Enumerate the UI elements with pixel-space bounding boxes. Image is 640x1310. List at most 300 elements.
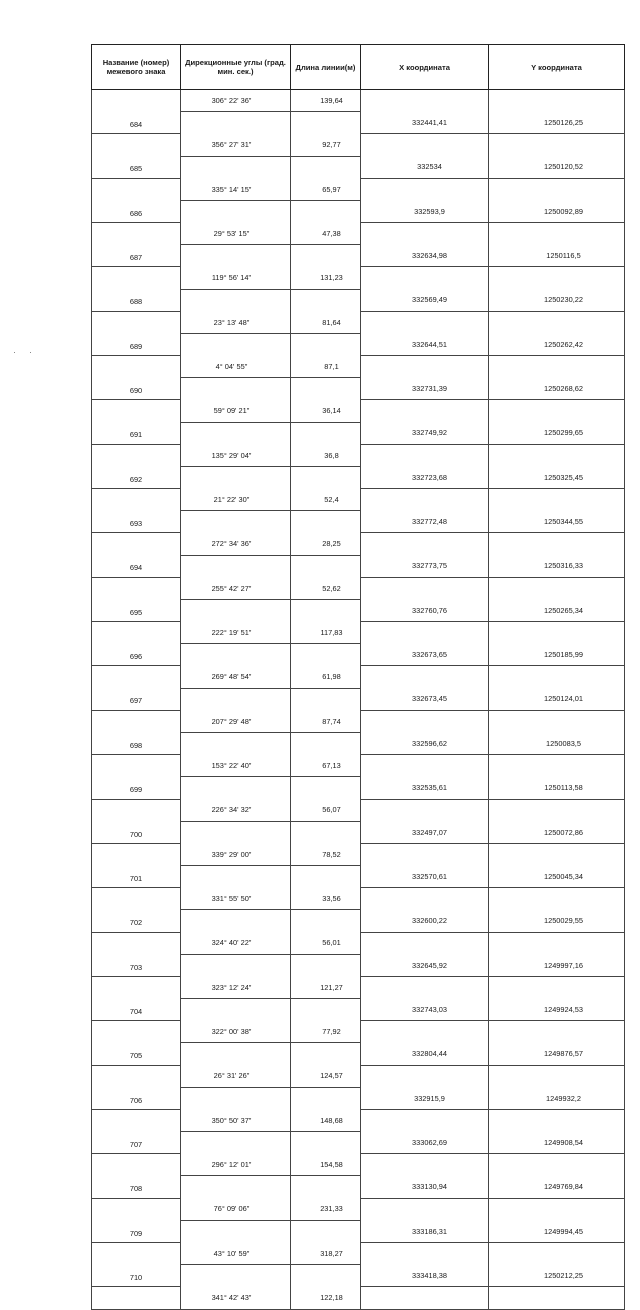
y-coordinate-cell: [489, 666, 625, 688]
table-row: [92, 1220, 625, 1242]
directional-angle-cell: [181, 511, 291, 533]
mark-number-cell: [92, 976, 181, 998]
x-coordinate-cell: 332497,07: [361, 821, 489, 843]
y-coordinate-cell: 1250120,52: [489, 156, 625, 178]
x-coordinate-cell: 332723,68: [361, 466, 489, 488]
y-coordinate-cell: 1249994,45: [489, 1220, 625, 1242]
table-row: [92, 755, 625, 777]
x-coordinate-cell: [361, 710, 489, 732]
y-coordinate-cell: [489, 622, 625, 644]
line-length-cell: 33,56: [291, 888, 361, 910]
line-length-cell: [291, 910, 361, 932]
table-row: [92, 223, 625, 245]
directional-angle-cell: [181, 289, 291, 311]
directional-angle-cell: [181, 245, 291, 267]
y-coordinate-cell: [489, 710, 625, 732]
mark-number-cell: 709: [92, 1220, 181, 1242]
y-coordinate-cell: [489, 134, 625, 156]
mark-number-cell: [92, 134, 181, 156]
x-coordinate-cell: 332804,44: [361, 1043, 489, 1065]
line-length-cell: 78,52: [291, 843, 361, 865]
directional-angle-cell: 350° 50' 37": [181, 1109, 291, 1131]
line-length-cell: [291, 999, 361, 1021]
table-row: [92, 444, 625, 466]
y-coordinate-cell: [489, 1065, 625, 1087]
mark-number-cell: 701: [92, 866, 181, 888]
line-length-cell: [291, 333, 361, 355]
x-coordinate-cell: 332673,45: [361, 688, 489, 710]
table-row: [92, 932, 625, 954]
line-length-cell: 131,23: [291, 267, 361, 289]
y-coordinate-cell: 1250072,86: [489, 821, 625, 843]
y-coordinate-cell: [489, 1198, 625, 1220]
directional-angle-cell: 335° 14' 15": [181, 178, 291, 200]
directional-angle-cell: 76° 09' 06": [181, 1198, 291, 1220]
y-coordinate-cell: 1250126,25: [489, 112, 625, 134]
table-row: [92, 843, 625, 865]
line-length-cell: [291, 777, 361, 799]
y-coordinate-cell: [489, 223, 625, 245]
y-coordinate-cell: [489, 1021, 625, 1043]
table-row: [92, 821, 625, 843]
y-coordinate-cell: [489, 311, 625, 333]
table-row: [92, 1154, 625, 1176]
y-coordinate-cell: 1249924,53: [489, 999, 625, 1021]
x-coordinate-cell: 332915,9: [361, 1087, 489, 1109]
directional-angle-cell: [181, 200, 291, 222]
directional-angle-cell: 43° 10' 59": [181, 1242, 291, 1264]
directional-angle-cell: 269° 48' 54": [181, 666, 291, 688]
table-row: [92, 1065, 625, 1087]
line-length-cell: [291, 599, 361, 621]
table-row: [92, 866, 625, 888]
directional-angle-cell: [181, 821, 291, 843]
table-row: [92, 799, 625, 821]
y-coordinate-cell: [489, 932, 625, 954]
line-length-cell: [291, 821, 361, 843]
line-length-cell: [291, 1220, 361, 1242]
table-row: [92, 267, 625, 289]
coordinates-table: [91, 44, 625, 1310]
x-coordinate-cell: [361, 1021, 489, 1043]
line-length-cell: 92,77: [291, 134, 361, 156]
x-coordinate-cell: [361, 932, 489, 954]
y-coordinate-cell: [489, 577, 625, 599]
mark-number-cell: 699: [92, 777, 181, 799]
line-length-cell: 61,98: [291, 666, 361, 688]
y-coordinate-cell: [489, 843, 625, 865]
mark-number-cell: 706: [92, 1087, 181, 1109]
table-row: [92, 777, 625, 799]
y-coordinate-cell: 1250299,65: [489, 422, 625, 444]
mark-number-cell: [92, 1154, 181, 1176]
line-length-cell: 36,14: [291, 400, 361, 422]
x-coordinate-cell: [361, 843, 489, 865]
directional-angle-cell: [181, 1220, 291, 1242]
table-row: [92, 622, 625, 644]
directional-angle-cell: 322° 00' 38": [181, 1021, 291, 1043]
table-row: [92, 533, 625, 555]
x-coordinate-cell: [361, 533, 489, 555]
line-length-cell: [291, 1043, 361, 1065]
directional-angle-cell: 119° 56' 14": [181, 267, 291, 289]
directional-angle-cell: [181, 156, 291, 178]
mark-number-cell: 702: [92, 910, 181, 932]
line-length-cell: [291, 245, 361, 267]
line-length-cell: 56,07: [291, 799, 361, 821]
line-length-cell: 81,64: [291, 311, 361, 333]
scan-speck: [14, 352, 15, 353]
mark-number-cell: 705: [92, 1043, 181, 1065]
line-length-cell: 122,18: [291, 1287, 361, 1310]
x-coordinate-cell: 332772,48: [361, 511, 489, 533]
line-length-cell: 52,4: [291, 489, 361, 511]
mark-number-cell: 703: [92, 954, 181, 976]
table-row: [92, 178, 625, 200]
line-length-cell: 77,92: [291, 1021, 361, 1043]
directional-angle-cell: 331° 55' 50": [181, 888, 291, 910]
line-length-cell: 28,25: [291, 533, 361, 555]
mark-number-cell: [92, 1287, 181, 1310]
table-row: [92, 710, 625, 732]
y-coordinate-cell: 1250262,42: [489, 333, 625, 355]
table-row: [92, 732, 625, 754]
directional-angle-cell: [181, 466, 291, 488]
line-length-cell: [291, 1176, 361, 1198]
directional-angle-cell: 4° 04' 55": [181, 356, 291, 378]
y-coordinate-cell: 1250116,5: [489, 245, 625, 267]
x-coordinate-cell: [361, 444, 489, 466]
mark-number-cell: 710: [92, 1265, 181, 1287]
line-length-cell: [291, 1087, 361, 1109]
mark-number-cell: [92, 444, 181, 466]
x-coordinate-cell: [361, 178, 489, 200]
line-length-cell: [291, 866, 361, 888]
table-row: [92, 1176, 625, 1198]
directional-angle-cell: [181, 644, 291, 666]
directional-angle-cell: [181, 777, 291, 799]
x-coordinate-cell: [361, 267, 489, 289]
mark-number-cell: [92, 400, 181, 422]
table-row: [92, 688, 625, 710]
x-coordinate-cell: [361, 1109, 489, 1131]
mark-number-cell: 692: [92, 466, 181, 488]
line-length-cell: 148,68: [291, 1109, 361, 1131]
mark-number-cell: [92, 888, 181, 910]
directional-angle-cell: [181, 1043, 291, 1065]
directional-angle-cell: [181, 910, 291, 932]
line-length-cell: [291, 156, 361, 178]
y-coordinate-cell: 1250268,62: [489, 378, 625, 400]
mark-number-cell: [92, 1109, 181, 1131]
table-row: [92, 1043, 625, 1065]
x-coordinate-cell: 332645,92: [361, 954, 489, 976]
x-coordinate-cell: [361, 976, 489, 998]
table-row: [92, 134, 625, 156]
line-length-cell: 56,01: [291, 932, 361, 954]
y-coordinate-cell: [489, 1154, 625, 1176]
line-length-cell: [291, 466, 361, 488]
table-row: [92, 1087, 625, 1109]
x-coordinate-cell: 333062,69: [361, 1132, 489, 1154]
header-mark-name: Название (номер) межевого знака: [92, 45, 181, 90]
table-row: [92, 954, 625, 976]
y-coordinate-cell: 1249997,16: [489, 954, 625, 976]
directional-angle-cell: 323° 12' 24": [181, 976, 291, 998]
y-coordinate-cell: [489, 533, 625, 555]
mark-number-cell: 693: [92, 511, 181, 533]
x-coordinate-cell: [361, 1242, 489, 1264]
x-coordinate-cell: 332731,39: [361, 378, 489, 400]
directional-angle-cell: [181, 555, 291, 577]
mark-number-cell: 698: [92, 732, 181, 754]
mark-number-cell: [92, 622, 181, 644]
table-row: [92, 577, 625, 599]
line-length-cell: 117,83: [291, 622, 361, 644]
x-coordinate-cell: 332535,61: [361, 777, 489, 799]
table-row: [92, 511, 625, 533]
table-row: [92, 311, 625, 333]
directional-angle-cell: [181, 954, 291, 976]
y-coordinate-cell: 1250185,99: [489, 644, 625, 666]
table-row: [92, 400, 625, 422]
table-row: [92, 90, 625, 112]
x-coordinate-cell: 332673,65: [361, 644, 489, 666]
table-row: [92, 1287, 625, 1310]
directional-angle-cell: 339° 29' 00": [181, 843, 291, 865]
table-row: [92, 999, 625, 1021]
line-length-cell: [291, 1265, 361, 1287]
line-length-cell: 36,8: [291, 444, 361, 466]
directional-angle-cell: [181, 112, 291, 134]
directional-angle-cell: 255° 42' 27": [181, 577, 291, 599]
directional-angle-cell: [181, 1265, 291, 1287]
directional-angle-cell: 341° 42' 43": [181, 1287, 291, 1310]
mark-number-cell: [92, 311, 181, 333]
mark-number-cell: [92, 223, 181, 245]
x-coordinate-cell: [361, 1065, 489, 1087]
table-row: [92, 1021, 625, 1043]
directional-angle-cell: 207° 29' 48": [181, 710, 291, 732]
y-coordinate-cell: 1250344,55: [489, 511, 625, 533]
directional-angle-cell: [181, 732, 291, 754]
directional-angle-cell: [181, 866, 291, 888]
y-coordinate-cell: 1249908,54: [489, 1132, 625, 1154]
directional-angle-cell: 153° 22' 40": [181, 755, 291, 777]
x-coordinate-cell: 332596,62: [361, 732, 489, 754]
mark-number-cell: 704: [92, 999, 181, 1021]
x-coordinate-cell: 332749,92: [361, 422, 489, 444]
line-length-cell: 87,74: [291, 710, 361, 732]
line-length-cell: 154,58: [291, 1154, 361, 1176]
directional-angle-cell: 135° 29' 04": [181, 444, 291, 466]
mark-number-cell: 684: [92, 112, 181, 134]
mark-number-cell: 697: [92, 688, 181, 710]
y-coordinate-cell: 1250230,22: [489, 289, 625, 311]
header-line-length: Длина линии(м): [291, 45, 361, 90]
mark-number-cell: 700: [92, 821, 181, 843]
y-coordinate-cell: 1250316,33: [489, 555, 625, 577]
header-y-coordinate: Y координата: [489, 45, 625, 90]
mark-number-cell: 689: [92, 333, 181, 355]
line-length-cell: 52,62: [291, 577, 361, 599]
mark-number-cell: 686: [92, 200, 181, 222]
y-coordinate-cell: 1250083,5: [489, 732, 625, 754]
mark-number-cell: [92, 932, 181, 954]
line-length-cell: [291, 954, 361, 976]
line-length-cell: [291, 289, 361, 311]
y-coordinate-cell: [489, 267, 625, 289]
table-row: [92, 333, 625, 355]
table-row: [92, 1198, 625, 1220]
directional-angle-cell: [181, 333, 291, 355]
x-coordinate-cell: [361, 888, 489, 910]
directional-angle-cell: [181, 688, 291, 710]
scan-speck: [30, 352, 31, 353]
mark-number-cell: 695: [92, 599, 181, 621]
mark-number-cell: [92, 489, 181, 511]
table-row: [92, 356, 625, 378]
mark-number-cell: [92, 755, 181, 777]
y-coordinate-cell: 1250265,34: [489, 599, 625, 621]
x-coordinate-cell: [361, 489, 489, 511]
y-coordinate-cell: [489, 356, 625, 378]
directional-angle-cell: 29° 53' 15": [181, 223, 291, 245]
table-row: [92, 976, 625, 998]
coordinates-table-container: [91, 44, 624, 1310]
directional-angle-cell: 26° 31' 26": [181, 1065, 291, 1087]
x-coordinate-cell: 332593,9: [361, 200, 489, 222]
y-coordinate-cell: [489, 799, 625, 821]
x-coordinate-cell: [361, 755, 489, 777]
y-coordinate-cell: 1250113,58: [489, 777, 625, 799]
directional-angle-cell: 356° 27' 31": [181, 134, 291, 156]
x-coordinate-cell: 332441,41: [361, 112, 489, 134]
y-coordinate-cell: 1250092,89: [489, 200, 625, 222]
x-coordinate-cell: [361, 134, 489, 156]
x-coordinate-cell: 332600,22: [361, 910, 489, 932]
line-length-cell: 67,13: [291, 755, 361, 777]
y-coordinate-cell: [489, 1109, 625, 1131]
table-row: [92, 1109, 625, 1131]
header-directional-angles: Дирекционные углы (град. мин. сек.): [181, 45, 291, 90]
x-coordinate-cell: 332569,49: [361, 289, 489, 311]
directional-angle-cell: 59° 09' 21": [181, 400, 291, 422]
directional-angle-cell: [181, 1087, 291, 1109]
line-length-cell: [291, 112, 361, 134]
table-row: [92, 1265, 625, 1287]
y-coordinate-cell: 1249876,57: [489, 1043, 625, 1065]
x-coordinate-cell: [361, 1198, 489, 1220]
mark-number-cell: [92, 267, 181, 289]
mark-number-cell: [92, 90, 181, 112]
x-coordinate-cell: [361, 90, 489, 112]
y-coordinate-cell: 1250212,25: [489, 1265, 625, 1287]
y-coordinate-cell: [489, 1287, 625, 1310]
directional-angle-cell: 306° 22' 36": [181, 90, 291, 112]
directional-angle-cell: 222° 19' 51": [181, 622, 291, 644]
y-coordinate-cell: [489, 1242, 625, 1264]
directional-angle-cell: [181, 422, 291, 444]
x-coordinate-cell: 333418,38: [361, 1265, 489, 1287]
y-coordinate-cell: [489, 976, 625, 998]
mark-number-cell: [92, 799, 181, 821]
line-length-cell: 318,27: [291, 1242, 361, 1264]
table-row: [92, 1242, 625, 1264]
x-coordinate-cell: [361, 223, 489, 245]
line-length-cell: [291, 378, 361, 400]
directional-angle-cell: [181, 1176, 291, 1198]
directional-angle-cell: [181, 1132, 291, 1154]
y-coordinate-cell: [489, 888, 625, 910]
mark-number-cell: 688: [92, 289, 181, 311]
line-length-cell: 47,38: [291, 223, 361, 245]
mark-number-cell: 690: [92, 378, 181, 400]
x-coordinate-cell: 332760,76: [361, 599, 489, 621]
directional-angle-cell: [181, 378, 291, 400]
mark-number-cell: [92, 1065, 181, 1087]
x-coordinate-cell: 332634,98: [361, 245, 489, 267]
line-length-cell: [291, 732, 361, 754]
x-coordinate-cell: [361, 577, 489, 599]
x-coordinate-cell: [361, 622, 489, 644]
mark-number-cell: 696: [92, 644, 181, 666]
line-length-cell: 121,27: [291, 976, 361, 998]
table-row: [92, 489, 625, 511]
y-coordinate-cell: [489, 444, 625, 466]
mark-number-cell: [92, 710, 181, 732]
x-coordinate-cell: [361, 666, 489, 688]
x-coordinate-cell: 333130,94: [361, 1176, 489, 1198]
directional-angle-cell: 226° 34' 32": [181, 799, 291, 821]
y-coordinate-cell: [489, 178, 625, 200]
y-coordinate-cell: [489, 489, 625, 511]
x-coordinate-cell: 332534: [361, 156, 489, 178]
mark-number-cell: 707: [92, 1132, 181, 1154]
line-length-cell: [291, 555, 361, 577]
mark-number-cell: [92, 1021, 181, 1043]
line-length-cell: 139,64: [291, 90, 361, 112]
mark-number-cell: [92, 533, 181, 555]
directional-angle-cell: 272° 34' 36": [181, 533, 291, 555]
mark-number-cell: 708: [92, 1176, 181, 1198]
y-coordinate-cell: 1249932,2: [489, 1087, 625, 1109]
mark-number-cell: 685: [92, 156, 181, 178]
x-coordinate-cell: [361, 1154, 489, 1176]
table-header-row: [92, 45, 625, 90]
table-row: [92, 910, 625, 932]
directional-angle-cell: 296° 12' 01": [181, 1154, 291, 1176]
directional-angle-cell: 324° 40' 22": [181, 932, 291, 954]
mark-number-cell: [92, 1242, 181, 1264]
mark-number-cell: [92, 666, 181, 688]
header-x-coordinate: X координата: [361, 45, 489, 90]
table-row: [92, 378, 625, 400]
y-coordinate-cell: 1250325,45: [489, 466, 625, 488]
table-row: [92, 1132, 625, 1154]
line-length-cell: [291, 1132, 361, 1154]
table-row: [92, 555, 625, 577]
y-coordinate-cell: 1249769,84: [489, 1176, 625, 1198]
directional-angle-cell: [181, 999, 291, 1021]
table-row: [92, 112, 625, 134]
line-length-cell: 87,1: [291, 356, 361, 378]
mark-number-cell: [92, 356, 181, 378]
x-coordinate-cell: 332743,03: [361, 999, 489, 1021]
table-row: [92, 644, 625, 666]
x-coordinate-cell: 332644,51: [361, 333, 489, 355]
line-length-cell: [291, 200, 361, 222]
